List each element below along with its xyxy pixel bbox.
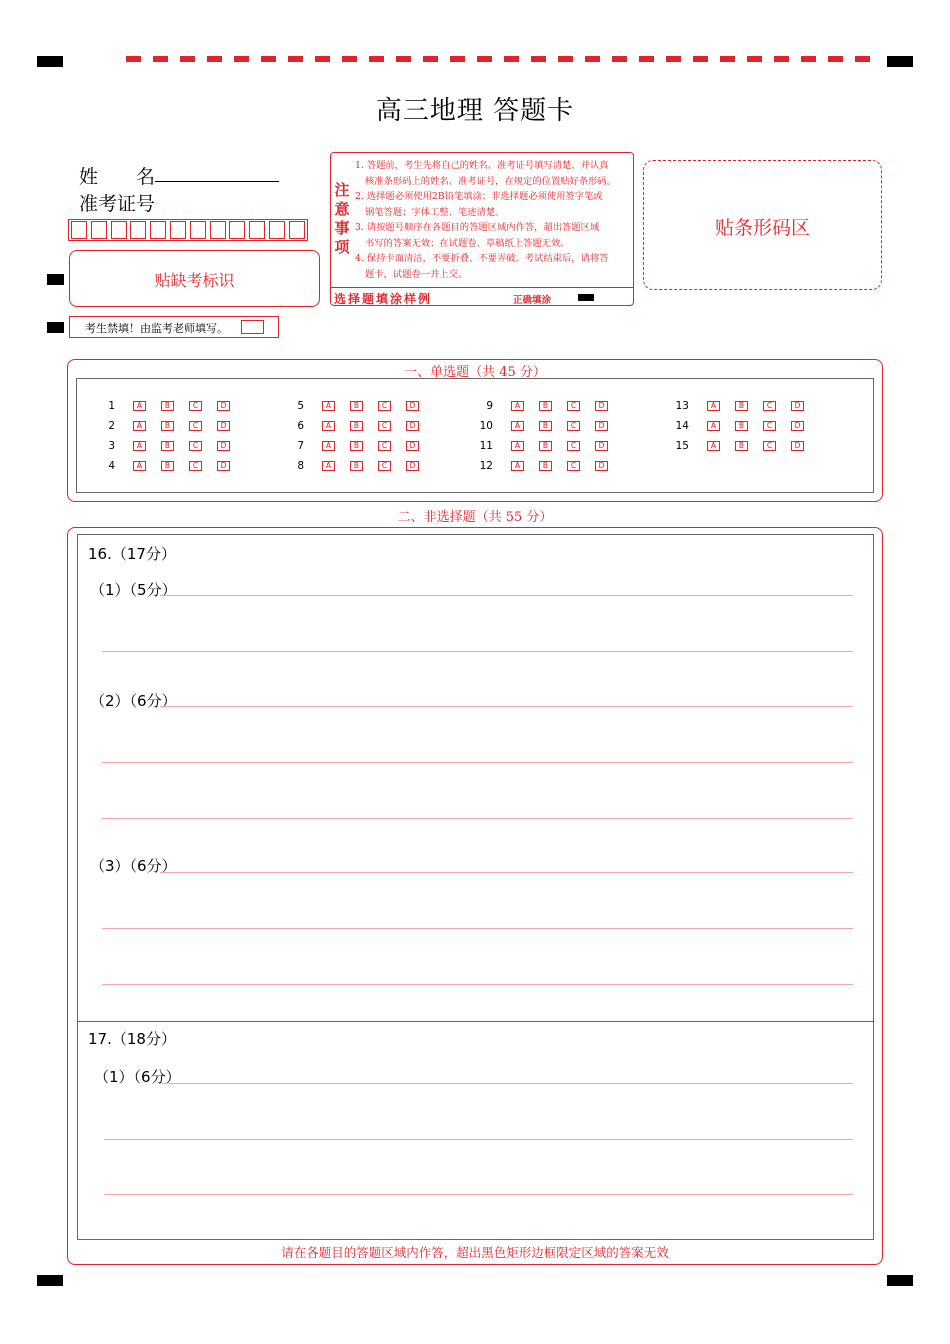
- mcq-option-b[interactable]: B: [350, 401, 363, 411]
- mcq-option-a[interactable]: A: [133, 461, 146, 471]
- mcq-option-b[interactable]: B: [350, 441, 363, 451]
- mcq-option-b[interactable]: B: [161, 401, 174, 411]
- mcq-option-a[interactable]: A: [511, 461, 524, 471]
- mcq-question-number: 5: [297, 400, 304, 412]
- mcq-option-b[interactable]: B: [161, 441, 174, 451]
- fill-sample-label: 选择题填涂样例: [334, 292, 433, 306]
- notice-line: 书写的答案无效；在试题卷、草稿纸上答题无效。: [365, 237, 570, 249]
- mcq-option-a[interactable]: A: [322, 461, 335, 471]
- mcq-option-b[interactable]: B: [735, 401, 748, 411]
- correct-fill-label: 正确填涂: [513, 295, 552, 306]
- mcq-option-c[interactable]: C: [189, 441, 202, 451]
- mcq-option-a[interactable]: A: [133, 401, 146, 411]
- mcq-question-number: 3: [108, 440, 115, 452]
- mcq-option-c[interactable]: C: [567, 461, 580, 471]
- mcq-option-a[interactable]: A: [707, 401, 720, 411]
- notice-line: 核准条形码上的姓名、准考证号，在规定的位置贴好条形码。: [365, 175, 617, 187]
- mcq-question-row: [97, 441, 247, 453]
- section-1-title: 一、单选题（共 45 分）: [404, 365, 546, 380]
- mcq-question-row: [671, 421, 821, 433]
- mcq-question-number: 6: [297, 420, 304, 432]
- mcq-option-d[interactable]: D: [791, 421, 804, 431]
- section-2-title: 二、非选择题（共 55 分）: [397, 510, 553, 525]
- id-digit-cell[interactable]: [249, 221, 265, 239]
- mcq-question-row: [475, 421, 625, 433]
- mcq-option-d[interactable]: D: [217, 401, 230, 411]
- mcq-option-d[interactable]: D: [406, 401, 419, 411]
- answer-line[interactable]: [102, 984, 853, 985]
- answer-line[interactable]: [104, 1194, 853, 1195]
- id-digit-cell[interactable]: [289, 221, 305, 239]
- proctor-note: 考生禁填！由监考老师填写。: [85, 322, 228, 335]
- mcq-question-number: 15: [675, 440, 689, 452]
- notice-heading-char: 注: [334, 181, 350, 199]
- mcq-question-number: 9: [486, 400, 493, 412]
- mcq-option-c[interactable]: C: [378, 461, 391, 471]
- mcq-question-row: [97, 421, 247, 433]
- correct-fill-sample: [578, 294, 594, 301]
- timing-mark-top-right: [887, 56, 913, 67]
- mcq-question-row: [97, 461, 247, 473]
- mcq-option-c[interactable]: C: [189, 461, 202, 471]
- notice-line: 钢笔答题；字体工整、笔迹清楚。: [365, 206, 505, 218]
- mcq-option-b[interactable]: B: [735, 441, 748, 451]
- mcq-question-number: 8: [297, 460, 304, 472]
- id-number-grid[interactable]: [68, 219, 308, 241]
- id-digit-cell[interactable]: [130, 221, 146, 239]
- mcq-option-b[interactable]: B: [735, 421, 748, 431]
- mcq-option-a[interactable]: A: [707, 441, 720, 451]
- answer-line[interactable]: [160, 595, 853, 596]
- mcq-question-number: 1: [108, 400, 115, 412]
- mcq-option-b[interactable]: B: [539, 401, 552, 411]
- notice-line: 3. 请按题号顺序在各题目的答题区域内作答，超出答题区域: [355, 222, 600, 233]
- notice-line: 题卡，试题卷一并上交。: [365, 268, 468, 280]
- notice-line: 4. 保持卡面清洁，不要折叠、不要弄破。考试结束后，请将答: [355, 253, 609, 264]
- footer-note: 请在各题目的答题区域内作答，超出黑色矩形边框限定区域的答案无效: [281, 1245, 669, 1260]
- mcq-option-c[interactable]: C: [567, 401, 580, 411]
- mcq-option-d[interactable]: D: [595, 461, 608, 471]
- notice-heading: [333, 181, 351, 257]
- mcq-question-row: [475, 401, 625, 413]
- mcq-question-number: 12: [479, 460, 493, 472]
- notice-heading-char: 事: [334, 219, 350, 237]
- mcq-option-d[interactable]: D: [406, 461, 419, 471]
- mcq-option-d[interactable]: D: [595, 401, 608, 411]
- mcq-option-d[interactable]: D: [217, 421, 230, 431]
- mcq-option-c[interactable]: C: [567, 441, 580, 451]
- mcq-option-c[interactable]: C: [378, 421, 391, 431]
- timing-mark-left-1: [47, 274, 64, 285]
- answer-line[interactable]: [160, 872, 853, 873]
- answer-line[interactable]: [102, 762, 853, 763]
- mcq-option-a[interactable]: A: [133, 441, 146, 451]
- id-digit-cell[interactable]: [91, 221, 107, 239]
- timing-mark-top-left: [37, 56, 63, 67]
- proctor-mark-box[interactable]: [241, 320, 264, 334]
- mcq-option-d[interactable]: D: [791, 401, 804, 411]
- mcq-option-b[interactable]: B: [161, 421, 174, 431]
- q17-part-1-label: （1）（6分）: [94, 1068, 181, 1086]
- id-digit-cell[interactable]: [150, 221, 166, 239]
- mcq-option-d[interactable]: D: [595, 441, 608, 451]
- mcq-option-a[interactable]: A: [511, 421, 524, 431]
- notice-box: [330, 152, 634, 306]
- answer-line[interactable]: [102, 651, 853, 652]
- id-digit-cell[interactable]: [111, 221, 127, 239]
- mcq-area: [76, 378, 874, 493]
- id-digit-cell[interactable]: [170, 221, 186, 239]
- answer-line[interactable]: [102, 928, 853, 929]
- mcq-question-number: 10: [479, 420, 493, 432]
- mcq-question-row: [671, 401, 821, 413]
- timing-mark-bottom-left: [37, 1275, 63, 1286]
- mcq-option-a[interactable]: A: [322, 421, 335, 431]
- name-label: 姓 名: [79, 166, 156, 188]
- mcq-question-number: 7: [297, 440, 304, 452]
- mcq-question-row: [286, 441, 436, 453]
- id-digit-cell[interactable]: [190, 221, 206, 239]
- mcq-option-c[interactable]: C: [378, 401, 391, 411]
- notice-heading-char: 项: [334, 238, 350, 256]
- proctor-box: [69, 316, 279, 338]
- mcq-option-b[interactable]: B: [539, 421, 552, 431]
- absent-sticker-label: 贴缺考标识: [154, 271, 235, 290]
- mcq-option-b[interactable]: B: [350, 421, 363, 431]
- mcq-option-c[interactable]: C: [189, 421, 202, 431]
- q16-q17-divider: [78, 1021, 873, 1022]
- answer-line[interactable]: [160, 706, 853, 707]
- mcq-question-row: [286, 401, 436, 413]
- notice-heading-char: 意: [334, 200, 350, 218]
- mcq-option-d[interactable]: D: [406, 441, 419, 451]
- barcode-area: [643, 160, 882, 290]
- q16-title: 16.（17分）: [88, 545, 176, 563]
- mcq-option-b[interactable]: B: [350, 461, 363, 471]
- page-title: 高三地理 答题卡: [375, 96, 575, 126]
- mcq-question-row: [286, 461, 436, 473]
- mcq-option-d[interactable]: D: [217, 461, 230, 471]
- top-dashed-cut-line: [126, 56, 876, 62]
- timing-mark-bottom-right: [887, 1275, 913, 1286]
- q16-part-1-label: （1）（5分）: [90, 581, 177, 599]
- mcq-question-row: [671, 441, 821, 453]
- mcq-option-c[interactable]: C: [763, 421, 776, 431]
- id-digit-cell[interactable]: [269, 221, 285, 239]
- mcq-question-number: 14: [675, 420, 689, 432]
- answer-line[interactable]: [102, 818, 853, 819]
- mcq-option-d[interactable]: D: [406, 421, 419, 431]
- mcq-option-b[interactable]: B: [539, 441, 552, 451]
- mcq-option-a[interactable]: A: [707, 421, 720, 431]
- mcq-question-number: 13: [675, 400, 689, 412]
- mcq-option-a[interactable]: A: [511, 441, 524, 451]
- mcq-option-a[interactable]: A: [322, 401, 335, 411]
- mcq-option-a[interactable]: A: [322, 441, 335, 451]
- q17-title: 17.（18分）: [88, 1030, 176, 1048]
- mcq-question-number: 2: [108, 420, 115, 432]
- id-digit-cell[interactable]: [71, 221, 87, 239]
- timing-mark-left-2: [47, 322, 64, 333]
- mcq-option-d[interactable]: D: [791, 441, 804, 451]
- mcq-question-row: [475, 461, 625, 473]
- written-answer-area: [77, 534, 874, 1240]
- notice-text: [355, 158, 631, 282]
- name-field[interactable]: [155, 181, 279, 182]
- mcq-option-a[interactable]: A: [133, 421, 146, 431]
- answer-line[interactable]: [104, 1139, 853, 1140]
- mcq-question-row: [286, 421, 436, 433]
- mcq-option-c[interactable]: C: [189, 401, 202, 411]
- absent-sticker-box: [69, 250, 320, 307]
- mcq-option-c[interactable]: C: [763, 401, 776, 411]
- mcq-question-row: [475, 441, 625, 453]
- mcq-question-number: 11: [479, 440, 493, 452]
- q16-part-2-label: （2）（6分）: [90, 692, 177, 710]
- mcq-option-b[interactable]: B: [539, 461, 552, 471]
- mcq-option-d[interactable]: D: [595, 421, 608, 431]
- id-label: 准考证号: [79, 193, 156, 215]
- mcq-option-c[interactable]: C: [763, 441, 776, 451]
- mcq-question-number: 4: [108, 460, 115, 472]
- barcode-area-label: 贴条形码区: [714, 217, 810, 239]
- id-digit-cell[interactable]: [210, 221, 226, 239]
- answer-line[interactable]: [162, 1083, 853, 1084]
- id-digit-cell[interactable]: [229, 221, 245, 239]
- notice-divider: [331, 287, 633, 288]
- mcq-option-a[interactable]: A: [511, 401, 524, 411]
- mcq-option-b[interactable]: B: [161, 461, 174, 471]
- mcq-option-c[interactable]: C: [378, 441, 391, 451]
- mcq-question-row: [97, 401, 247, 413]
- q16-part-3-label: （3）（6分）: [90, 857, 177, 875]
- notice-line: 1. 答题前，考生先将自己的姓名、准考证号填写清楚，并认真: [355, 160, 609, 171]
- notice-line: 2. 选择题必须使用2B铅笔填涂；非选择题必须使用签字笔或: [355, 191, 603, 202]
- mcq-option-c[interactable]: C: [567, 421, 580, 431]
- mcq-option-d[interactable]: D: [217, 441, 230, 451]
